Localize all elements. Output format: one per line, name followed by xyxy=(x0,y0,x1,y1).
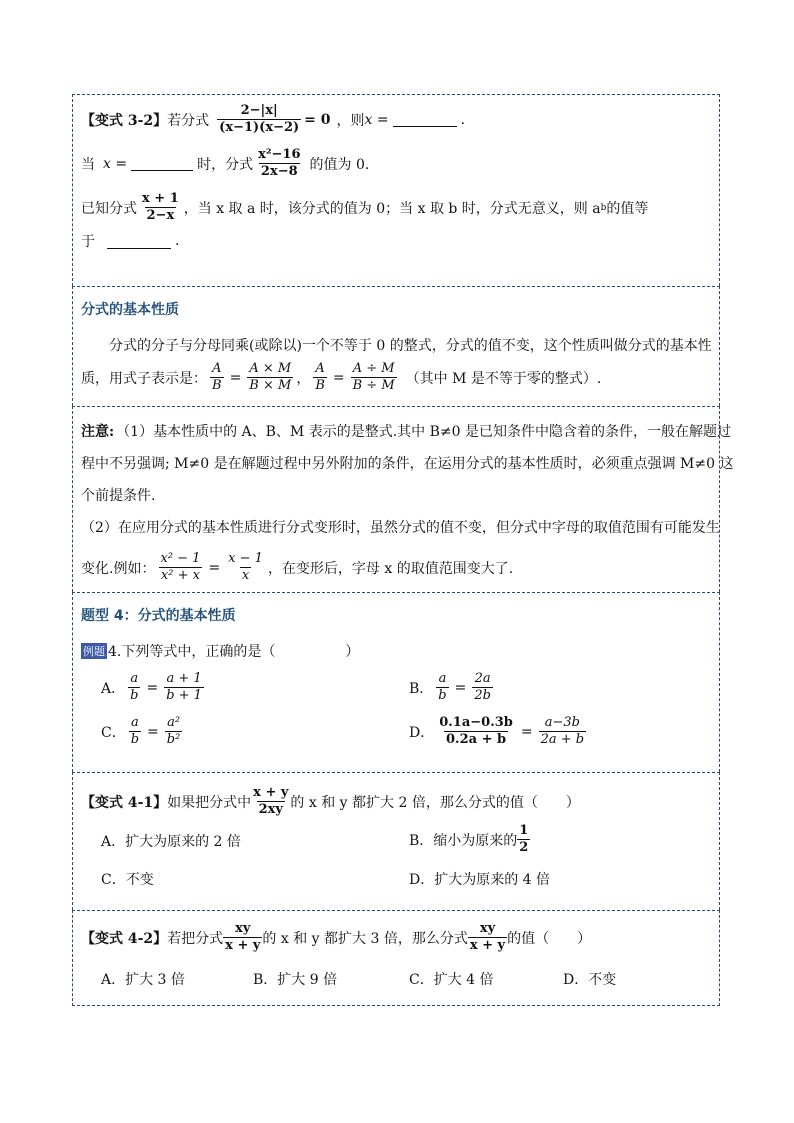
note-box xyxy=(72,406,734,592)
numerator: 0.1a−0.3b xyxy=(439,715,513,730)
fraction xyxy=(210,361,224,394)
question-text: 的值为 0. xyxy=(309,156,370,173)
denominator: 2 xyxy=(519,840,529,855)
note-label: 注意: xyxy=(81,424,115,440)
numerator: 2a xyxy=(474,671,491,686)
variant-4-2-question xyxy=(81,921,591,954)
denominator: 2x−8 xyxy=(260,164,298,179)
section-heading: 分式的基本性质 xyxy=(81,302,179,318)
property-paragraph: 分式的分子与分母同乘(或除以)一个不等于 0 的整式，分式的值不变，这个性质叫做分式的基本性 xyxy=(109,338,712,354)
fraction xyxy=(472,671,493,704)
question-text: 的 x 和 y 都扩大 2 倍，那么分式的值（ ） xyxy=(290,794,580,811)
denominator: 2−x xyxy=(146,208,175,223)
variable-text: x = xyxy=(364,111,389,128)
denominator: B ÷ M xyxy=(352,378,395,393)
example-badge: 例题 xyxy=(83,645,105,658)
note-line-1 xyxy=(81,421,731,441)
variant-label: 【变式 4-2】 xyxy=(81,930,168,947)
numerator: a² xyxy=(167,715,181,730)
denominator: b xyxy=(130,688,139,703)
superscript: b xyxy=(600,202,607,213)
denominator: B × M xyxy=(249,378,292,393)
question-text: 的值等 xyxy=(606,200,649,217)
type-4-box xyxy=(72,592,720,772)
numerator: A ÷ M xyxy=(352,361,395,376)
numerator: A xyxy=(315,361,325,376)
fraction xyxy=(129,715,141,748)
question-text: 的 x 和 y 都扩大 3 倍，那么分式 xyxy=(262,930,468,947)
note-line-2: 程中不另强调; M≠0 是在解题过程中另外附加的条件，在运用分式的基本性质时，必须重点强调 M≠0 这 xyxy=(81,456,734,472)
denominator: b xyxy=(438,688,447,703)
numerator: x + 1 xyxy=(142,191,179,206)
denominator: 2xy xyxy=(258,802,283,817)
denominator: x xyxy=(241,568,250,583)
option-d[interactable]: D． $\frac{0.1a-0.3b}{0.2a + b}$ = $\frac{a-3b}{2a + b}$ xyxy=(409,715,585,747)
option-b[interactable]: B．扩大 9 倍 xyxy=(253,972,338,988)
variant-4-1-box xyxy=(72,772,720,910)
variant-4-2-box xyxy=(72,910,720,1006)
option-label: D． xyxy=(409,724,435,741)
fraction xyxy=(128,671,140,704)
fraction xyxy=(158,551,202,584)
question-text: （其中 M 是不等于零的整式）. xyxy=(405,370,602,387)
option-label: C． xyxy=(101,724,126,741)
numerator: 1 xyxy=(519,823,529,838)
option-label: B． xyxy=(409,680,434,697)
option-d[interactable]: D．不变 xyxy=(563,972,617,988)
numerator: 2−|x| xyxy=(240,103,278,118)
note-line-5: 变化.例如： $\frac{\text{x² − 1}}{\text{x² + x}}$ = $\frac{x - 1}{x}$ ，在变形后，字母 x 的取值范围变大了. xyxy=(81,551,514,583)
variant-3-2-box xyxy=(72,94,720,286)
punctuation: . xyxy=(175,233,180,249)
question-text: 时，分式 xyxy=(197,156,254,173)
numerator: A xyxy=(212,361,222,376)
fraction xyxy=(313,361,327,394)
fraction xyxy=(223,921,262,954)
question-text: 若分式 xyxy=(167,112,210,129)
denominator: (x−1)(x−2) xyxy=(219,120,300,135)
fraction xyxy=(140,191,181,224)
numerator: x + y xyxy=(253,785,289,800)
fraction xyxy=(539,715,587,748)
fraction xyxy=(164,671,204,704)
numerator: x − 1 xyxy=(228,551,263,566)
denominator: x + y xyxy=(469,938,506,953)
variant-label: 【变式 4-1】 xyxy=(81,794,168,811)
fraction xyxy=(437,715,515,748)
option-a[interactable]: A．扩大为原来的 2 倍 xyxy=(101,834,241,850)
equation-text: = 0 xyxy=(304,111,331,128)
option-c[interactable]: C．不变 xyxy=(101,872,154,888)
fraction xyxy=(217,103,301,136)
question-text: ，则 xyxy=(336,112,365,129)
note-text: 变化.例如： xyxy=(81,560,156,577)
question-text: 的值（ ） xyxy=(507,930,592,947)
option-b[interactable] xyxy=(409,823,530,856)
numerator: a−3b xyxy=(544,715,580,730)
variant-3-2-question-3-cont xyxy=(81,231,179,251)
denominator: 2a + b xyxy=(540,732,585,747)
question-text: 于 xyxy=(81,234,95,250)
denominator: 0.2a + b xyxy=(446,732,507,747)
answer-blank[interactable] xyxy=(393,112,457,127)
question-text: 已知分式 xyxy=(81,200,137,217)
numerator: a + 1 xyxy=(166,671,202,686)
question-text: 如果把分式中 xyxy=(167,794,252,811)
denominator: b xyxy=(130,732,140,747)
denominator: b + 1 xyxy=(166,688,202,703)
property-box xyxy=(72,286,720,406)
option-label: A． xyxy=(101,680,126,697)
option-d[interactable]: D．扩大为原来的 4 倍 xyxy=(409,872,551,888)
variable-text: x = xyxy=(103,155,128,172)
question-text: 若把分式 xyxy=(167,930,224,947)
denominator: b² xyxy=(166,732,181,747)
answer-blank[interactable] xyxy=(107,234,171,249)
numerator: a xyxy=(438,671,447,686)
section-heading: 题型 4：分式的基本性质 xyxy=(81,608,236,624)
option-b[interactable]: B． $\frac{a}{b}$ = $\frac{2a}{2b}$ xyxy=(409,671,491,703)
numerator: x²−16 xyxy=(258,147,301,162)
denominator: 2b xyxy=(474,688,491,703)
numerator: a xyxy=(131,715,139,730)
numerator: xy xyxy=(479,921,496,936)
example-question xyxy=(81,641,359,661)
question-text: 当 xyxy=(81,156,95,173)
fraction xyxy=(247,361,293,394)
option-c[interactable]: C． $\frac{a}{b}$ = $\frac{\text{a²}}{\text{b²}}$ xyxy=(101,715,181,747)
property-formula-line: 质，用式子表示是： $\frac{A}{B}$ = $\frac{A \times M}{B \times M}$ ， $\frac{A}{B}$ = $\frac{A \div M}{B \div M}$ （其中 M 是不等于零的整式）. xyxy=(81,361,602,393)
fraction xyxy=(468,921,507,954)
fraction xyxy=(517,823,530,856)
fraction xyxy=(226,551,265,584)
option-c[interactable]: C．扩大 4 倍 xyxy=(409,972,494,988)
denominator: x + y xyxy=(225,938,261,953)
note-line-4: （2）在应用分式的基本性质进行分式变形时，虽然分式的值不变，但分式中字母的取值范围有可能发生 xyxy=(81,520,720,536)
denominator: B xyxy=(315,378,325,393)
variant-label: 【变式 3-2】 xyxy=(81,112,168,129)
variant-4-1-question xyxy=(81,785,580,818)
variant-3-2-question-3 xyxy=(81,191,648,224)
variant-3-2-question-1 xyxy=(81,103,465,136)
option-a[interactable]: A．扩大 3 倍 xyxy=(101,972,185,988)
question-text: 4.下列等式中，正确的是（ ） xyxy=(108,644,360,660)
punctuation: . xyxy=(460,111,466,128)
note-line-3: 个前提条件. xyxy=(81,488,156,504)
numerator: xy xyxy=(235,921,251,936)
fraction xyxy=(251,785,290,818)
fraction xyxy=(256,147,302,180)
note-text: ，在变形后，字母 x 的取值范围变大了. xyxy=(267,560,514,577)
note-text: （1）基本性质中的 A、B、M 表示的是整式.其中 B≠0 是已知条件中隐含着的条件，一般在解题过 xyxy=(116,424,731,440)
question-text: 质，用式子表示是： xyxy=(81,370,207,387)
fraction xyxy=(165,715,183,748)
numerator: a xyxy=(130,671,139,686)
question-text: ，当 x 取 a 时，该分式的值为 0；当 x 取 b 时，分式无意义，则 a xyxy=(183,200,601,217)
denominator: x² + x xyxy=(160,568,200,583)
fraction xyxy=(351,361,397,394)
worksheet-page xyxy=(72,94,734,1006)
option-label: B．缩小为原来的 xyxy=(409,832,518,849)
option-a[interactable]: A． $\frac{a}{b}$ = $\frac{a + 1}{b + 1}$ xyxy=(101,671,202,703)
denominator: B xyxy=(212,378,222,393)
variant-3-2-question-2 xyxy=(81,147,369,180)
fraction xyxy=(436,671,448,704)
numerator: A × M xyxy=(249,361,292,376)
answer-blank[interactable] xyxy=(131,156,193,171)
numerator: x² − 1 xyxy=(160,551,201,566)
